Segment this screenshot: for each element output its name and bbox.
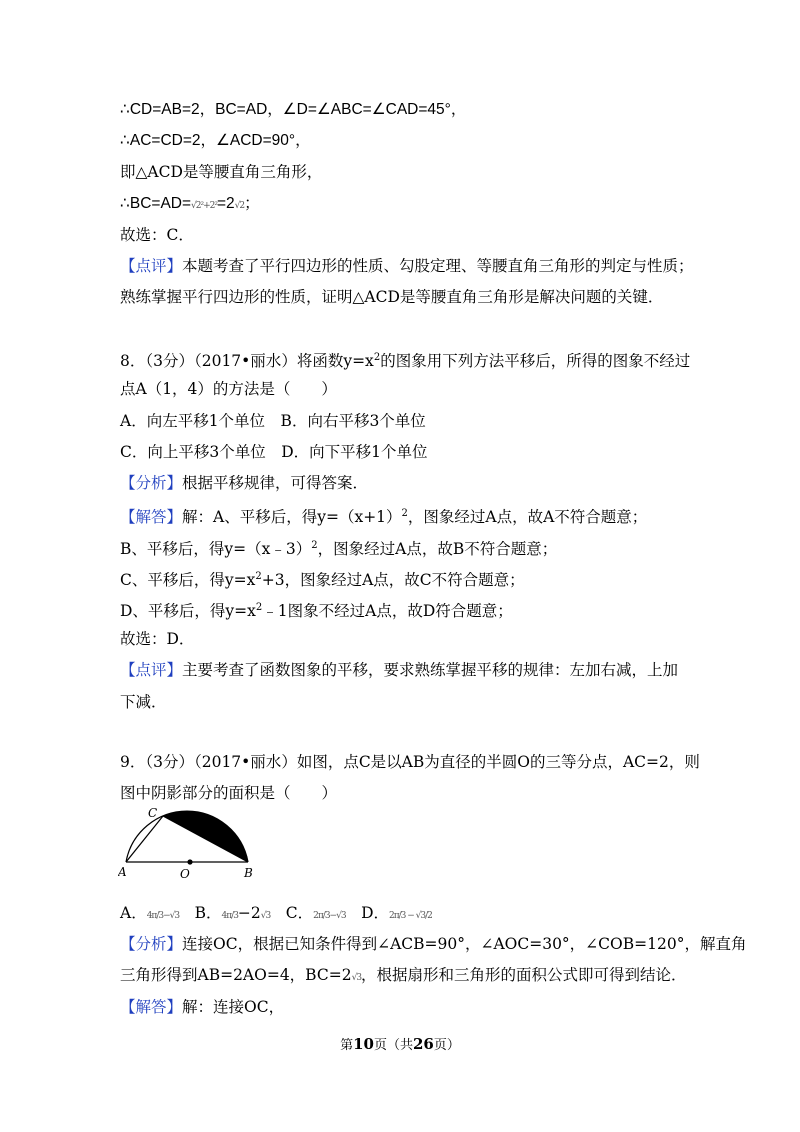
option-d-value: 2π/3 − √3/2 [389, 911, 432, 921]
solution-line-5: 故选：C． [120, 226, 194, 244]
chord-ac [126, 816, 163, 862]
solution-line-4: ∴BC=AD=√2²+2²=2√2； [120, 194, 260, 212]
option-a-value: 4π/3−√3 [146, 911, 180, 921]
question-8-options-ab: A．向左平移1个单位 B．向右平移3个单位 [120, 412, 426, 430]
solution-line-3: 即△ACD是等腰直角三角形， [120, 163, 323, 181]
solution-line-1: ∴CD=AB=2，BC=AD，∠D=∠ABC=∠CAD=45°， [120, 101, 467, 118]
question-9-line-1: 9．（3分）（2017•丽水）如图，点C是以AB为直径的半圆O的三等分点，AC=2，则 [120, 753, 700, 771]
center-point-o [187, 859, 192, 864]
shaded-region [163, 811, 248, 862]
question-9-options: A．4π/3−√3 B．4π/3−2√3 C．2π/3−√3 D．2π/3 − √3/2 [120, 904, 432, 922]
analysis-tag: 【分析】 [120, 474, 183, 492]
question-8-line-1: 8．（3分）（2017•丽水）将函数$y=x^2$的图象用下列方法平移后，所得的图象不经过 [120, 352, 691, 371]
total-pages: 26 [413, 1035, 434, 1053]
answer-8-line-3: C、平移后，得$y=x^2+3$，图象经过A点，故C不符合题意； [120, 571, 525, 590]
label-o: O [180, 867, 190, 881]
answer-9-line-1: 【解答】解：连接OC， [120, 998, 285, 1016]
analysis-9-line-2: 三角形得到AB=2AO=4，BC=2√3，根据扇形和三角形的面积公式即可得到结论． [120, 966, 687, 984]
analysis-tag: 【分析】 [120, 935, 183, 953]
option-c-value: 2π/3−√3 [313, 911, 346, 921]
answer-8-line-5: 故选：D． [120, 630, 195, 648]
answer-tag: 【解答】 [120, 508, 183, 527]
analysis-9-line-1: 【分析】连接OC，根据已知条件得到∠ACB=90°，∠AOC=30°，∠COB=120°，解直角 [120, 935, 747, 953]
question-8-line-2: 点A（1，4）的方法是（ ） [120, 380, 337, 398]
solution-line-2: ∴AC=CD=2，∠ACD=90°， [120, 132, 311, 149]
question-8-options-cd: C．向上平移3个单位 D．向下平移1个单位 [120, 443, 428, 461]
sqrt-expression: √2²+2² [191, 201, 217, 211]
comment-line-2: 熟练掌握平行四边形的性质，证明△ACD是等腰直角三角形是解决问题的关键． [120, 288, 664, 306]
current-page-number: 10 [353, 1035, 374, 1053]
label-c: C [148, 806, 158, 820]
label-a: A [118, 865, 127, 879]
page-footer: 第10页（共26页） [340, 1035, 460, 1053]
label-b: B [244, 866, 253, 880]
option-b-value: 4π/3 [221, 911, 238, 921]
comment-8-line-1: 【点评】主要考查了函数图象的平移，要求熟练掌握平移的规律：左加右减，上加 [120, 661, 679, 679]
answer-8-line-1: 【解答】解：A、平移后，得$y=(x+1)^2$，图象经过A点，故A不符合题意； [120, 508, 648, 527]
comment-8-line-2: 下减． [120, 693, 167, 711]
answer-8-line-4: D、平移后，得$y=x^2﹣1$图象不经过A点，故D符合题意； [120, 602, 513, 621]
answer-tag: 【解答】 [120, 998, 183, 1016]
comment-line-1: 【点评】本题考查了平行四边形的性质、勾股定理、等腰直角三角形的判定与性质； [120, 257, 694, 275]
analysis-8: 【分析】根据平移规律，可得答案． [120, 474, 369, 492]
semicircle-figure [118, 802, 268, 884]
comment-tag: 【点评】 [120, 257, 183, 275]
question-9-line-2: 图中阴影部分的面积是（ ） [120, 784, 338, 802]
answer-8-line-2: B、平移后，得y=（x﹣3）$^2$，图象经过A点，故B不符合题意； [120, 540, 558, 559]
comment-tag: 【点评】 [120, 661, 183, 679]
